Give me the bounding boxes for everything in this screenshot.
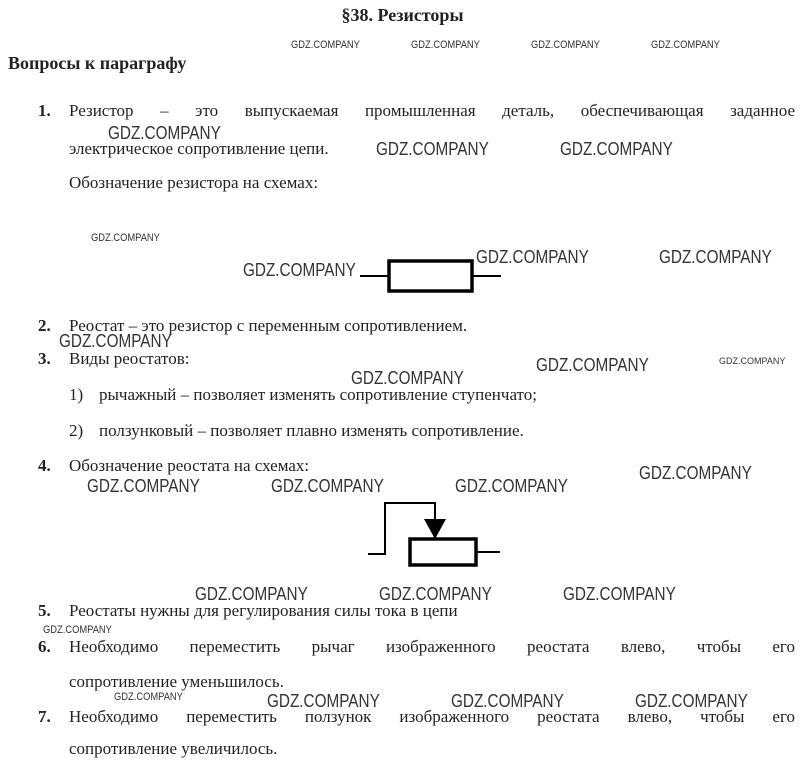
item-1-line-1: Резистор – это выпускаемая промышленная деталь, обеспечивающая заданное: [69, 101, 795, 120]
watermark: GDZ.COMPANY: [476, 247, 589, 267]
item-3-sub-1-text: рычажный – позволяет изменять сопротивление ступенчато;: [99, 385, 537, 404]
item-4-number: 4.: [38, 456, 51, 475]
item-7-line-1: Необходимо переместить ползунок изображенного реостата влево, чтобы его: [69, 707, 795, 726]
item-3-line-1: Виды реостатов:: [69, 349, 190, 368]
watermark: GDZ.COMPANY: [639, 463, 752, 483]
item-6-number: 6.: [38, 637, 51, 656]
watermark: GDZ.COMPANY: [87, 476, 200, 496]
item-7-line-2: сопротивление увеличилось.: [69, 739, 278, 758]
watermark: GDZ.COMPANY: [271, 476, 384, 496]
rheostat-symbol: [360, 500, 505, 572]
item-1-line-2: электрическое сопротивление цепи.: [69, 139, 329, 158]
section-heading: Вопросы к параграфу: [8, 53, 187, 73]
watermark: GDZ.COMPANY: [91, 232, 160, 244]
item-3-number: 3.: [38, 349, 51, 368]
watermark: GDZ.COMPANY: [243, 260, 356, 280]
watermark: GDZ.COMPANY: [455, 476, 568, 496]
watermark: GDZ.COMPANY: [411, 39, 480, 51]
watermark: GDZ.COMPANY: [114, 691, 183, 703]
item-3-sub-2-text: ползунковый – позволяет плавно изменять сопротивление.: [99, 421, 524, 440]
page-title: §38. Резисторы: [341, 5, 464, 25]
watermark: GDZ.COMPANY: [376, 139, 489, 159]
watermark: GDZ.COMPANY: [108, 123, 221, 143]
item-4-line-1: Обозначение реостата на схемах:: [69, 456, 310, 475]
watermark: GDZ.COMPANY: [267, 691, 380, 711]
watermark: GDZ.COMPANY: [536, 355, 649, 375]
watermark: GDZ.COMPANY: [560, 139, 673, 159]
item-6-line-2: сопротивление уменьшилось.: [69, 672, 284, 691]
watermark: GDZ.COMPANY: [719, 356, 786, 366]
watermark: GDZ.COMPANY: [379, 584, 492, 604]
item-3-sub-2-number: 2): [69, 421, 84, 440]
item-5-line-1: Реостаты нужны для регулирования силы тока в цепи: [69, 601, 458, 620]
item-3-sub-1-number: 1): [69, 385, 84, 404]
watermark: GDZ.COMPANY: [651, 39, 720, 51]
watermark: GDZ.COMPANY: [43, 624, 112, 636]
item-7-number: 7.: [38, 707, 51, 726]
item-1-number: 1.: [38, 101, 51, 120]
item-6-line-1: Необходимо переместить рычаг изображенного реостата влево, чтобы его: [69, 637, 795, 656]
watermark: GDZ.COMPANY: [59, 331, 172, 351]
item-2-line-1: Реостат – это резистор с переменным сопротивлением.: [69, 316, 468, 335]
watermark: GDZ.COMPANY: [351, 368, 464, 388]
item-5-number: 5.: [38, 601, 51, 620]
watermark: GDZ.COMPANY: [659, 247, 772, 267]
watermark: GDZ.COMPANY: [563, 584, 676, 604]
watermark: GDZ.COMPANY: [195, 584, 308, 604]
watermark: GDZ.COMPANY: [531, 39, 600, 51]
item-2-number: 2.: [38, 316, 51, 335]
watermark: GDZ.COMPANY: [451, 691, 564, 711]
item-1-line-3: Обозначение резистора на схемах:: [69, 173, 319, 192]
watermark: GDZ.COMPANY: [291, 39, 360, 51]
watermark: GDZ.COMPANY: [635, 691, 748, 711]
